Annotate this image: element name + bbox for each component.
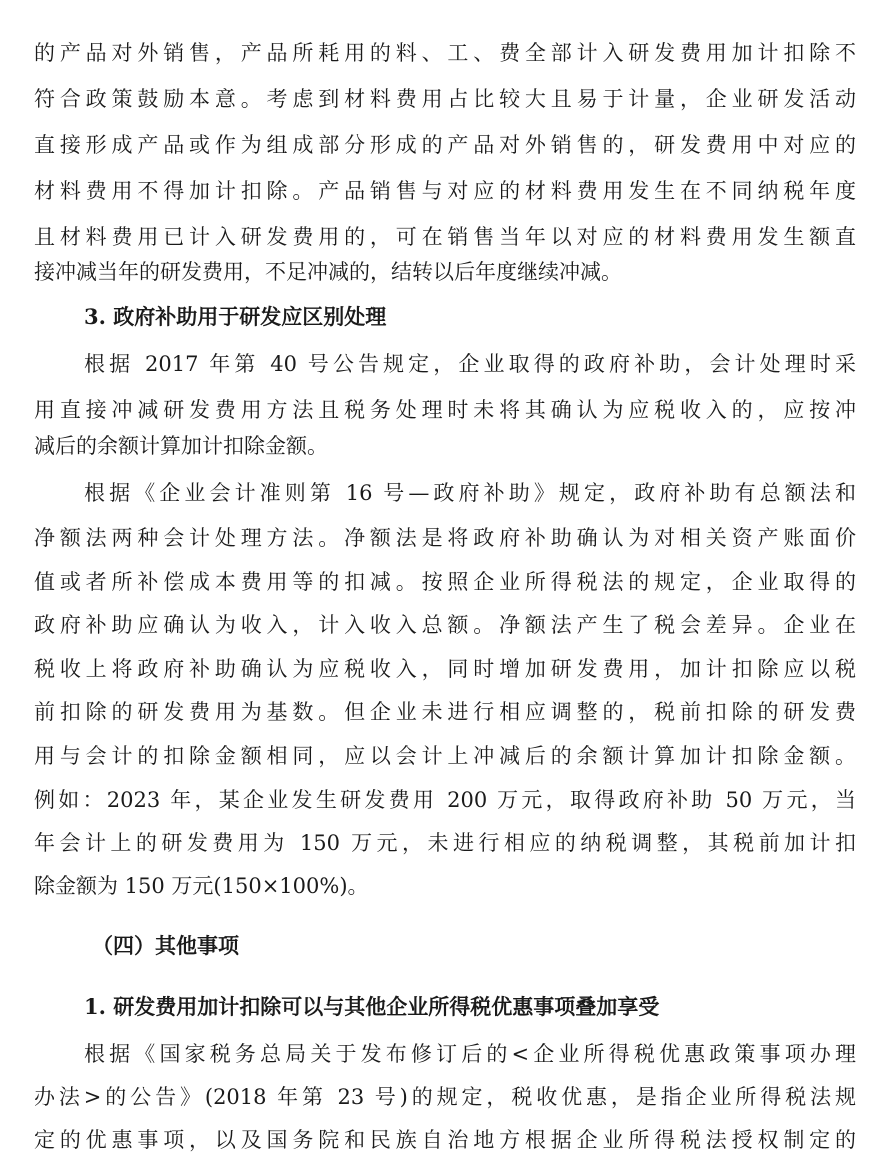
- heading-1: 1. 研发费用加计扣除可以与其他企业所得税优惠事项叠加享受: [84, 994, 660, 1019]
- paragraph-line: 办法>的公告》(2018 年第 23 号)的规定，税收优惠，是指企业所得税法规: [34, 1085, 856, 1109]
- paragraph-line: 定的优惠事项，以及国务院和民族自治地方根据企业所得税法授权制定的: [34, 1128, 856, 1152]
- paragraph-line: 值或者所补偿成本费用等的扣减。按照企业所得税法的规定，企业取得的: [34, 570, 856, 594]
- paragraph-line: 减后的余额计算加计扣除金额。: [34, 434, 328, 458]
- paragraph-line: 直接形成产品或作为组成部分形成的产品对外销售的，研发费用中对应的: [34, 133, 856, 157]
- paragraph-line: 政府补助应确认为收入，计入收入总额。净额法产生了税会差异。企业在: [34, 613, 856, 637]
- paragraph-line: 且材料费用已计入研发费用的，可在销售当年以对应的材料费用发生额直: [34, 225, 856, 249]
- paragraph-line: 年会计上的研发费用为 150 万元，未进行相应的纳税调整，其税前加计扣: [34, 831, 856, 855]
- paragraph-line: 税收上将政府补助确认为应税收入，同时增加研发费用，加计扣除应以税: [34, 657, 856, 681]
- paragraph-line: 符合政策鼓励本意。考虑到材料费用占比较大且易于计量，企业研发活动: [34, 87, 856, 111]
- paragraph-line: 除金额为 150 万元(150×100%)。: [34, 874, 369, 898]
- paragraph-line: 前扣除的研发费用为基数。但企业未进行相应调整的，税前扣除的研发费: [34, 700, 856, 724]
- paragraph-line: 材料费用不得加计扣除。产品销售与对应的材料费用发生在不同纳税年度: [34, 179, 856, 203]
- paragraph-line: 用直接冲减研发费用方法且税务处理时未将其确认为应税收入的，应按冲: [34, 398, 856, 422]
- paragraph-line: 净额法两种会计处理方法。净额法是将政府补助确认为对相关资产账面价: [34, 526, 856, 550]
- paragraph-line: 根据《企业会计准则第 16 号—政府补助》规定，政府补助有总额法和: [84, 481, 856, 505]
- paragraph-line: 的产品对外销售，产品所耗用的料、工、费全部计入研发费用加计扣除不: [34, 41, 856, 65]
- paragraph-line: 根据《国家税务总局关于发布修订后的<企业所得税优惠政策事项办理: [84, 1042, 856, 1066]
- paragraph-line: 根据 2017 年第 40 号公告规定，企业取得的政府补助，会计处理时采: [84, 352, 856, 376]
- heading-3: 3. 政府补助用于研发应区别处理: [84, 304, 387, 329]
- paragraph-line: 用与会计的扣除金额相同，应以会计上冲减后的余额计算加计扣除金额。: [34, 744, 856, 768]
- paragraph-line: 例如：2023 年，某企业发生研发费用 200 万元，取得政府补助 50 万元，当: [34, 788, 856, 812]
- paragraph-line: 接冲减当年的研发费用，不足冲减的，结转以后年度继续冲减。: [34, 260, 622, 284]
- section-heading: （四）其他事项: [92, 933, 239, 958]
